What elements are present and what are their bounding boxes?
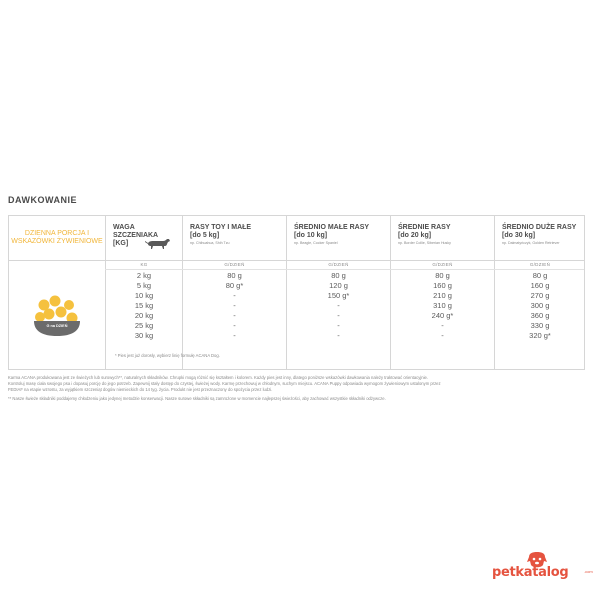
footer-line: FEDIAF na etapie wzrostu, za wyjątkiem szczeniąt dogów niemieckich do 14 tyg. życia. Produkt nie jest przeznaczony do spożycia przez ludzi. xyxy=(8,387,273,392)
unit-label: KG xyxy=(140,262,148,267)
unit-label: G/DZIEŃ xyxy=(224,262,245,267)
column-examples: np. Beagle, Cocker Spaniel xyxy=(294,241,338,245)
portion-cell: - xyxy=(233,301,236,310)
portion-cell: - xyxy=(337,331,340,340)
medium-header xyxy=(391,224,494,246)
portion-cell: - xyxy=(441,321,444,330)
footer-line: Karma ACANA produkowana jest ze świeżych lub surowych**, naturalnych składników. Chrupki mogą różnić się kształtem i kolorem. Każdy pies jest inny, dlatego poniższe wskazówki dawkowania należy traktować orientacyjnie. xyxy=(8,375,429,380)
table-note: * Pies jest już dorosły, wybierz linię formułę ACANA Dog. xyxy=(115,353,220,358)
portion-cell: - xyxy=(337,311,340,320)
column-range: [do 5 kg] xyxy=(190,232,220,239)
divider xyxy=(105,269,584,270)
portion-cell: - xyxy=(441,331,444,340)
page-title: DAWKOWANIE xyxy=(8,195,77,205)
food-bowl-icon xyxy=(9,260,105,370)
portion-cell: 310 g xyxy=(433,301,452,310)
portion-cell: - xyxy=(233,311,236,320)
dachshund-icon xyxy=(144,237,172,251)
portion-cell: 80 g xyxy=(532,271,548,280)
weight-label-3: [KG] xyxy=(113,240,129,247)
portion-cell: 360 g xyxy=(530,311,550,320)
food-bowl-illustration xyxy=(9,260,105,370)
portion-cell: 80 g* xyxy=(225,281,244,290)
portion-cell: - xyxy=(233,291,236,300)
portion-cell: - xyxy=(337,321,340,330)
column-title: ŚREDNIO MAŁE RASY xyxy=(294,224,370,231)
column-range: [do 20 kg] xyxy=(398,232,432,239)
column-examples: np. Chihuahua, Shih Tzu xyxy=(190,241,230,245)
column-title: ŚREDNIE RASY xyxy=(398,224,451,231)
weight-cell: 5 kg xyxy=(136,281,152,290)
feeding-table xyxy=(8,215,585,370)
weight-label-1: WAGA xyxy=(113,224,135,231)
column-title: RASY TOY I MAŁE xyxy=(190,224,252,231)
weight-cell: 2 kg xyxy=(136,271,152,280)
portion-cell: - xyxy=(233,331,236,340)
weight-cell: 30 kg xyxy=(134,331,154,340)
weight-column-header xyxy=(106,224,182,248)
portion-cell: - xyxy=(233,321,236,330)
portion-cell: - xyxy=(337,301,340,310)
footer-line: ** Nasze świeże składniki poddajemy chłodzeniu jako jedynej metodzie konserwacji. Nasze surowe składniki są zamrożone w momencie najlepszej świeżości, aby zachować wszystkie składniki odżywcze. xyxy=(8,396,386,401)
unit-label: G/DZIEŃ xyxy=(529,262,551,267)
unit-label: G/DZIEŃ xyxy=(432,262,453,267)
portion-cell: 240 g* xyxy=(431,311,454,320)
weight-cell: 15 kg xyxy=(134,301,154,310)
portion-cell: 210 g xyxy=(433,291,452,300)
portion-cell: 80 g xyxy=(331,271,346,280)
medium-small-header xyxy=(287,224,390,246)
column-examples: np. Dalmatyńczyk, Golden Retriever xyxy=(502,241,560,245)
toy-small-header xyxy=(183,224,286,246)
weight-cell: 25 kg xyxy=(134,321,154,330)
weight-label-2: SZCZENIAKA xyxy=(113,232,159,239)
medium-large-header xyxy=(495,224,585,246)
footer-line: Kontroluj masę ciała swojego psa i dopasuj porcję do jego potrzeb. Zapewnij stały dostęp do czystej, świeżej wody. Karmę przechowuj w chłodnym, suchym miejscu. ACANA Puppy odpowiada wymogom żywieniowym ustalonym przez xyxy=(8,381,441,386)
portion-cell: 300 g xyxy=(530,301,550,310)
logo-text: petkatalog xyxy=(492,565,569,580)
portion-cell: 80 g xyxy=(435,271,450,280)
portion-cell: 320 g* xyxy=(529,331,551,340)
portion-cell: 270 g xyxy=(530,291,550,300)
column-title: ŚREDNIO DUŻE RASY xyxy=(502,224,577,231)
column-range: [do 10 kg] xyxy=(294,232,328,239)
portion-cell: 120 g xyxy=(329,281,348,290)
column-range: [do 30 kg] xyxy=(502,232,536,239)
daily-portion-header: DZIENNA PORCJA I WSKAZÓWKI ŻYWIENIOWE xyxy=(11,230,103,245)
portion-cell: 150 g* xyxy=(327,291,350,300)
bowl-label: G na DZIEŃ xyxy=(46,324,68,328)
portion-cell: 160 g xyxy=(433,281,452,290)
weight-cell: 20 kg xyxy=(134,311,154,320)
weight-cell: 10 kg xyxy=(134,291,154,300)
logo-domain: .com xyxy=(584,569,593,574)
column-examples: np. Border Collie, Siberian Husky xyxy=(398,241,451,245)
portion-cell: 330 g xyxy=(530,321,550,330)
portion-cell: 80 g xyxy=(227,271,242,280)
unit-label: G/DZIEŃ xyxy=(328,262,349,267)
portion-cell: 160 g xyxy=(530,281,550,290)
